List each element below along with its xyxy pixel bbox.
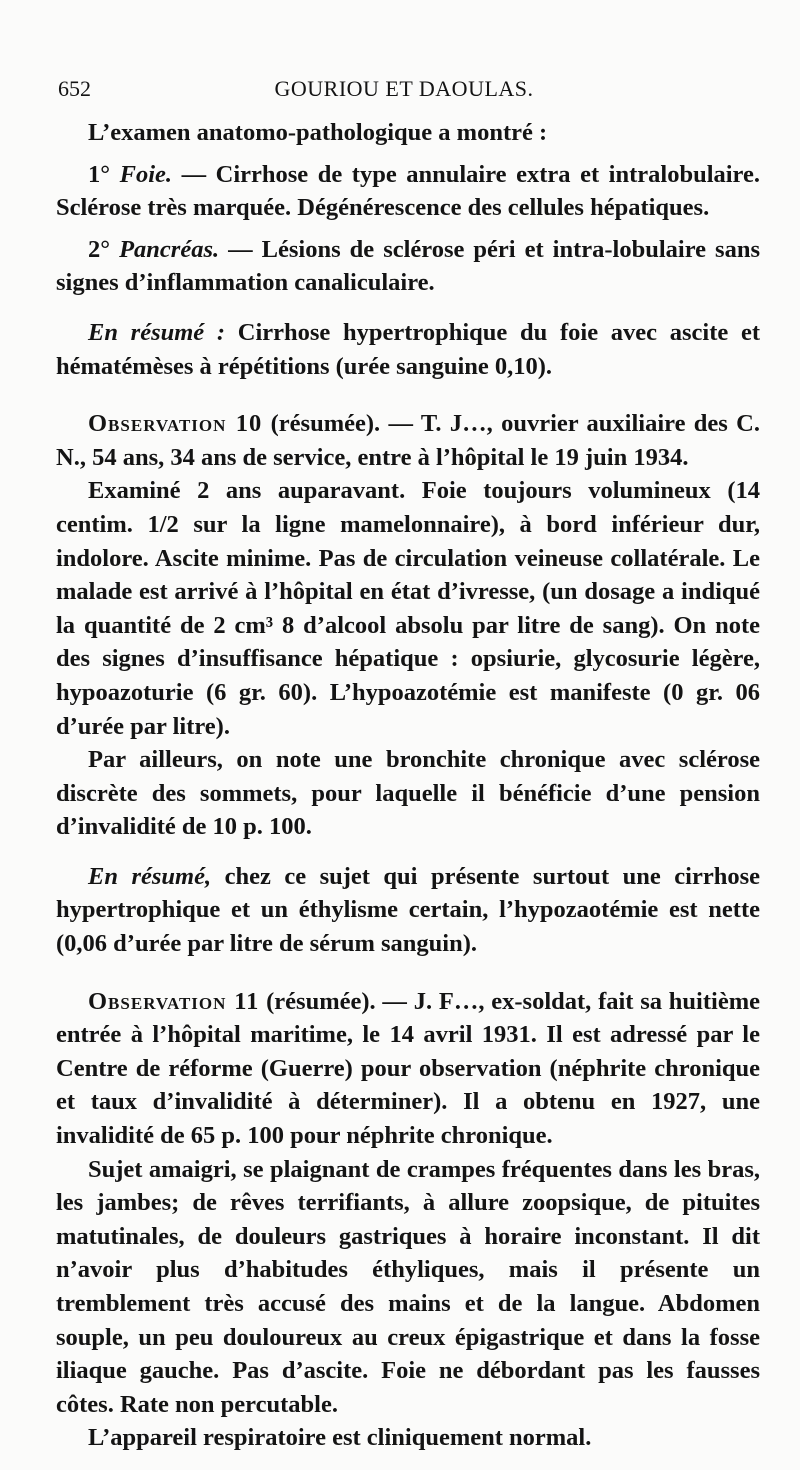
observation-11-intro <box>56 985 760 1153</box>
observation-10-summary <box>56 860 760 961</box>
observation-text: (résumée). — T. J…, ouvrier auxiliaire des C. N., 54 ans, 34 ans de service, entre à l’hôpital le 19 juin 1934. <box>56 410 760 471</box>
summary-text: Cirrhose hypertrophique du foie avec ascite et hématémèses à répétitions (urée sanguine 0,10). <box>56 318 760 380</box>
observation-10-other: Par ailleurs, on note une bronchite chronique avec sclérose discrète des sommets, pour laquelle il bénéficie d’une pension d’invalidité de 10 p. 100. <box>56 746 760 841</box>
finding-term: Pancréas. <box>119 235 220 263</box>
finding-pancreas <box>56 233 760 300</box>
observation-11-exam: Sujet amaigri, se plaignant de crampes fréquentes dans les bras, les jambes; de rêves terrifiants, à allure zoopsique, de pituites matutinales, de douleurs gastriques à horaire inconstant. Il dit n’avoir plus d’habitudes éthyliques, mais il présente un tremblement très accusé des mains et de la langue. Abdomen souple, un peu douloureux au creux épigastrique et dans la fosse iliaque gauche. Pas d’ascite. Foie ne débordant pas les fausses côtes. Rate non percutable. <box>56 1155 760 1418</box>
summary-text: chez ce sujet qui présente surtout une cirrhose hypertrophique et un éthylisme certain, l’hypozaotémie est nette (0,06 d’urée par litre de sérum sanguin). <box>56 862 760 958</box>
finding-text: — Cirrhose de type annulaire extra et intralobulaire. Sclérose très marquée. Dégénérescence des cellules hépatiques. <box>56 160 760 222</box>
page-body <box>56 116 760 1455</box>
intro-paragraph: L’examen anatomo-pathologique a montré : <box>88 119 548 146</box>
summary-lead: En résumé : <box>88 318 226 346</box>
observation-heading: Observation 10 <box>88 410 263 438</box>
finding-number: 1° <box>88 160 120 188</box>
finding-number: 2° <box>88 235 120 263</box>
observation-11-respiratory: L’appareil respiratoire est cliniquement normal. <box>88 1424 592 1452</box>
running-head: GOURIOU ET DAOULAS. <box>274 76 534 101</box>
page-header <box>58 76 758 112</box>
summary-paragraph <box>56 316 760 383</box>
observation-10-exam: Examiné 2 ans auparavant. Foie toujours volumineux (14 centim. 1/2 sur la ligne mamelonnaire), à bord inférieur dur, indolore. Ascite minime. Pas de circulation veineuse collatérale. Le malade est arrivé à l’hôpital en état d’ivresse, (un dosage a indiqué la quantité de 2 cm³ 8 d’alcool absolu par litre de sang). On note des signes d’insuffisance hépatique : opsiurie, glycosurie légère, hypoazoturie (6 gr. 60). L’hypoazotémie est manifeste (0 gr. 06 d’urée par litre). <box>56 477 760 740</box>
observation-10-intro <box>56 407 760 474</box>
observation-text: (résumée). — J. F…, ex-soldat, fait sa huitième entrée à l’hôpital maritime, le 14 avril 1931. Il est adressé par le Centre de réforme (Guerre) pour observation (néphrite chronique et taux d’invalidité à déterminer). Il a obtenu en 1927, une invalidité de 65 p. 100 pour néphrite chronique. <box>56 987 760 1150</box>
finding-text: — Lésions de sclérose péri et intra-lobulaire sans signes d’inflammation canaliculaire. <box>56 235 760 297</box>
summary-lead: En résumé, <box>88 862 212 890</box>
page-number: 652 <box>58 76 91 101</box>
finding-liver <box>56 158 760 225</box>
observation-heading: Observation 11 <box>88 987 260 1015</box>
finding-term: Foie. <box>119 160 173 188</box>
